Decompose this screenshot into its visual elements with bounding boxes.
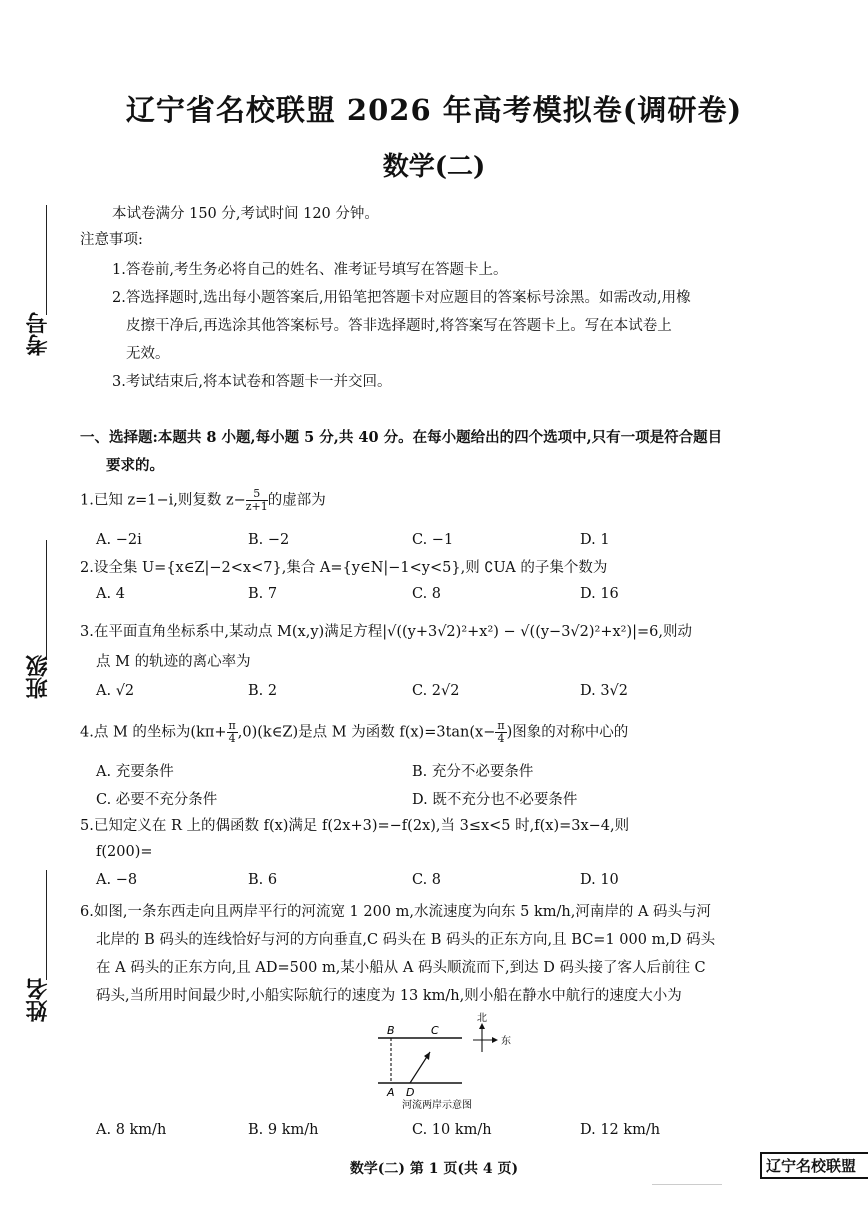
q3-option-d: D. 3√2	[580, 683, 629, 699]
q6-stem-line1: 6.如图,一条东西走向且两岸平行的河流宽 1 200 m,水流速度为向东 5 km/h,河南岸的 A 码头与河	[80, 904, 712, 920]
label-east: 东	[501, 1036, 511, 1047]
q3-option-a: A. √2	[96, 683, 135, 699]
q3-option-b: B. 2	[248, 683, 278, 699]
label-c: C	[431, 1024, 439, 1037]
q2-option-d: D. 16	[580, 586, 619, 602]
exam-no-line	[46, 205, 47, 315]
q6-option-c: C. 10 km/h	[412, 1122, 492, 1138]
q4-stem-c: )图象的对称中心的	[506, 724, 629, 741]
q5-option-c: C. 8	[412, 872, 442, 888]
q5-stem: 5.已知定义在 R 上的偶函数 f(x)满足 f(2x+3)=−f(2x),当 3≤x<5 时,f(x)=3x−4,则	[80, 818, 630, 834]
note-1: 1.答卷前,考生务必将自己的姓名、准考证号填写在答题卡上。	[112, 262, 508, 278]
section1-heading: 一、选择题:本题共 8 小题,每小题 5 分,共 40 分。在每小题给出的四个选项中,只有一项是符合题目	[80, 429, 723, 446]
east-arrow-icon	[492, 1037, 498, 1043]
label-b: B	[387, 1024, 395, 1037]
q2-option-a: A. 4	[96, 586, 125, 602]
q1-option-a: A. −2i	[96, 532, 142, 548]
note-2b: 皮擦干净后,再选涂其他答案标号。答非选择题时,将答案写在答题卡上。写在本试卷上	[126, 318, 672, 334]
q1-stem-a: 1.已知 z=1−i,则复数 z−	[80, 492, 246, 509]
q4-fraction-1: $\frac{\pi}{4}$	[228, 719, 236, 745]
intro-summary: 本试卷满分 150 分,考试时间 120 分钟。	[112, 206, 379, 222]
exam-subtitle: 数学(二)	[382, 152, 486, 182]
label-a: A	[387, 1086, 395, 1099]
q4-stem	[80, 720, 628, 745]
q5-option-d: D. 10	[580, 872, 619, 888]
q6-stem-line4: 码头,当所用时间最少时,小船实际航行的速度为 13 km/h,则小船在静水中航行的速度大小为	[96, 988, 682, 1004]
side-label-exam-no: 考号	[25, 312, 51, 356]
exam-title: 辽宁省名校联盟 2026 年高考模拟卷(调研卷)	[125, 93, 743, 127]
name-line	[46, 870, 47, 980]
q2-option-c: C. 8	[412, 586, 442, 602]
section1-heading-cont: 要求的。	[106, 457, 164, 474]
q4-stem-b: ,0)(k∈Z)是点 M 为函数 f(x)=3tan(x−	[237, 724, 496, 741]
q4-option-a: A. 充要条件	[96, 764, 174, 780]
q2-stem: 2.设全集 U={x∈Z|−2<x<7},集合 A={y∈N|−1<y<5},则 ∁UA 的子集个数为	[80, 560, 608, 576]
publisher-stamp: 辽宁名校联盟	[760, 1152, 868, 1179]
q4-fraction-2: $\frac{\pi}{4}$	[497, 719, 505, 745]
q1-stem-b: 的虚部为	[267, 492, 326, 509]
notes-title: 注意事项:	[80, 232, 143, 248]
note-2c: 无效。	[126, 346, 170, 362]
q2-option-b: B. 7	[248, 586, 278, 602]
q4-option-d: D. 既不充分也不必要条件	[412, 792, 578, 808]
q1-fraction: $\frac{5}{z+1}$	[245, 487, 268, 513]
q6-stem-line2: 北岸的 B 码头的连线恰好与河的方向垂直,C 码头在 B 码头的正东方向,且 BC=1 000 m,D 码头	[96, 932, 716, 948]
label-north: 北	[477, 1013, 487, 1024]
side-label-class: 班级	[25, 655, 51, 699]
class-line	[46, 540, 47, 660]
q3-option-c: C. 2√2	[412, 683, 460, 699]
page-footer: 数学(二) 第 1 页(共 4 页)	[349, 1161, 519, 1177]
q5-stem-cont: f(200)=	[96, 844, 153, 860]
q6-stem-line3: 在 A 码头的正东方向,且 AD=500 m,某小船从 A 码头顺流而下,到达 D 码头接了客人后前往 C	[96, 960, 706, 976]
q1-option-c: C. −1	[412, 532, 454, 548]
q1-option-b: B. −2	[248, 532, 290, 548]
note-2a: 2.答选择题时,选出每小题答案后,用铅笔把答题卡对应题目的答案标号涂黑。如需改动,用橡	[112, 290, 691, 306]
q3-stem-cont: 点 M 的轨迹的离心率为	[96, 654, 251, 670]
q5-option-a: A. −8	[96, 872, 138, 888]
q6-option-b: B. 9 km/h	[248, 1122, 319, 1138]
q6-option-d: D. 12 km/h	[580, 1122, 661, 1138]
river-diagram	[370, 1010, 530, 1115]
side-label-name: 姓名	[25, 978, 51, 1022]
q4-option-b: B. 充分不必要条件	[412, 764, 534, 780]
note-3: 3.考试结束后,将本试卷和答题卡一并交回。	[112, 374, 392, 390]
figure-caption: 河流两岸示意图	[402, 1100, 472, 1111]
q4-option-c: C. 必要不充分条件	[96, 792, 218, 808]
q4-stem-a: 4.点 M 的坐标为(kπ+	[80, 724, 227, 741]
label-d: D	[406, 1086, 415, 1099]
q1-stem	[80, 488, 326, 513]
q5-option-b: B. 6	[248, 872, 278, 888]
q6-option-a: A. 8 km/h	[96, 1122, 167, 1138]
q1-option-d: D. 1	[580, 532, 610, 548]
q3-stem: 3.在平面直角坐标系中,某动点 M(x,y)满足方程|√((y+3√2)²+x²) − √((y−3√2)²+x²)|=6,则动	[80, 624, 693, 640]
footer-rule	[652, 1184, 722, 1185]
